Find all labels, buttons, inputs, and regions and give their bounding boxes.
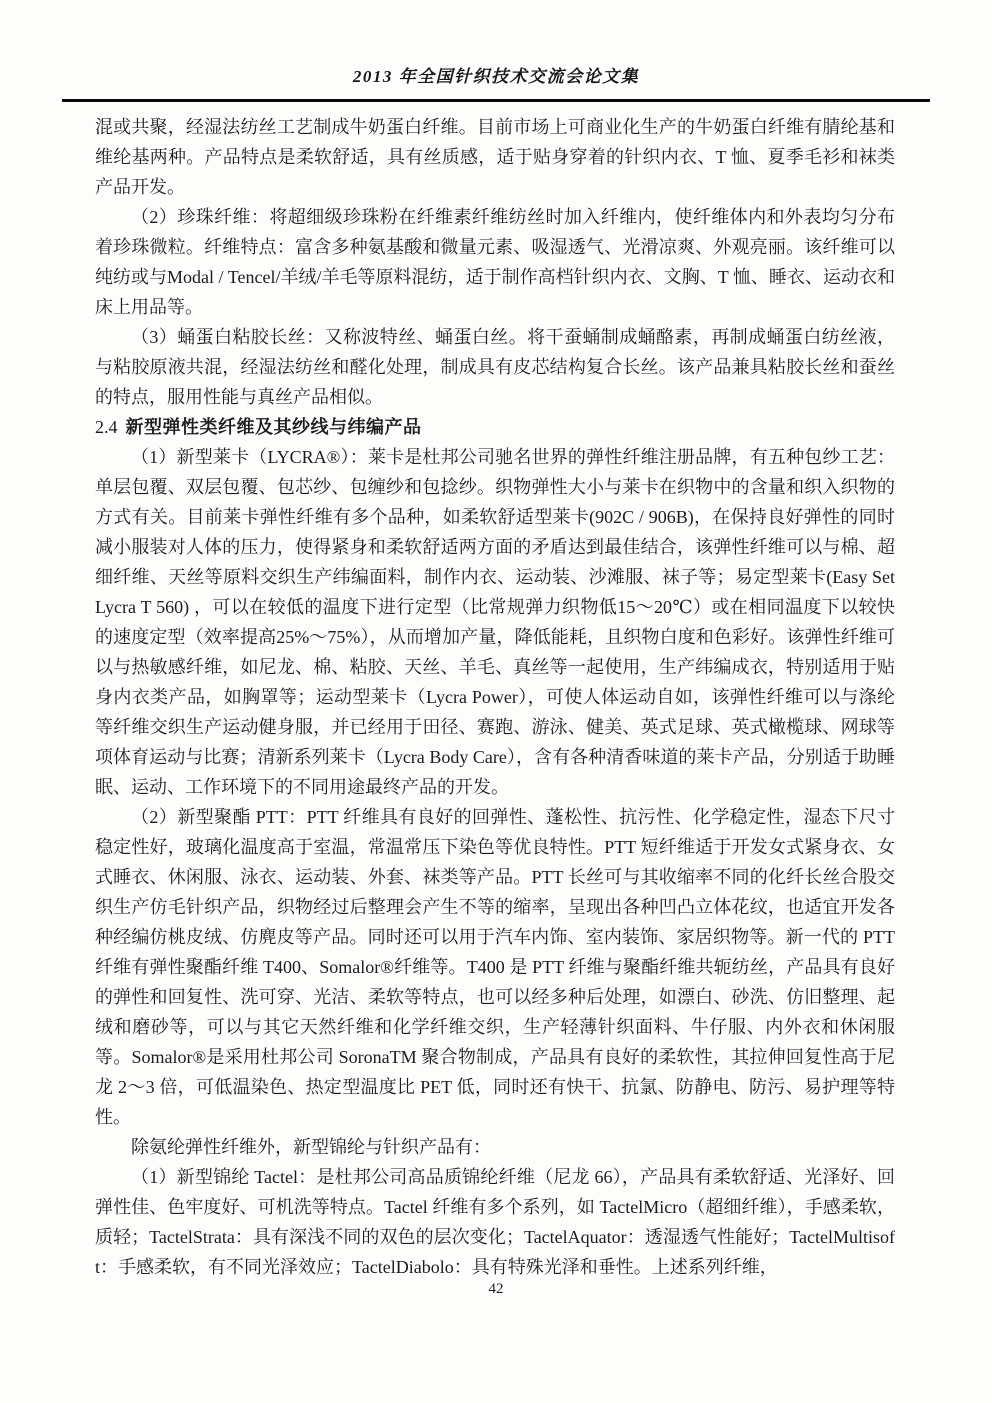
section-heading-title: 新型弹性类纤维及其纱线与纬编产品 [125,417,422,437]
document-body [95,112,895,1282]
page-number: 42 [488,1281,504,1297]
paragraph-new-nylon-tactel: （1）新型锦纶 Tactel：是杜邦公司高品质锦纶纤维（尼龙 66），产品具有柔软舒适、光泽好、回弹性佳、色牢度好、可机洗等特点。Tactel 纤维有多个系列，如 TactelMicro（超细纤维），手感柔软，质轻；TactelStrata：具有深浅不同的双色的层次变化；TactelAquator：透湿透气性能好；TactelMultisoft：手感柔软，有不同光泽效应；TactelDiabolo：具有特殊光泽和垂性。上述系列纤维， [95,1167,895,1277]
paragraph-new-lycra: （1）新型莱卡（LYCRA®）：莱卡是杜邦公司驰名世界的弹性纤维注册品牌，有五种包纱工艺：单层包覆、双层包覆、包芯纱、包缠纱和包捻纱。织物弹性大小与莱卡在织物中的含量和织入织物的方式有关。目前莱卡弹性纤维有多个品种，如柔软舒适型莱卡(902C / 906B)，在保持良好弹性的同时减小服装对人体的压力，使得紧身和柔软舒适两方面的矛盾达到最佳结合，该弹性纤维可以与棉、超细纤维、天丝等原料交织生产纬编面料，制作内衣、运动装、沙滩服、袜子等；易定型莱卡(Easy Set Lycra T 560) ，可以在较低的温度下进行定型（比常规弹力织物低15～20℃）或在相同温度下以较快的速度定型（效率提高25%～75%），从而增加产量，降低能耗，且织物白度和色彩好。该弹性纤维可以与热敏感纤维，如尼龙、棉、粘胶、天丝、羊毛、真丝等一起使用，生产纬编成衣，特别适用于贴身内衣类产品，如胸罩等；运动型莱卡（Lycra Power），可使人体运动自如，该弹性纤维可以与涤纶等纤维交织生产运动健身服，并已经用于田径、赛跑、游泳、健美、英式足球、英式橄榄球、网球等项体育运动与比赛；清新系列莱卡（Lycra Body Care），含有各种清香味道的莱卡产品，分别适于助睡眠、运动、工作环境下的不同用途最终产品的开发。 [95,447,895,797]
running-header-title: 2013 年全国针织技术交流会论文集 [352,67,640,86]
paragraph-spandex-intro: 除氨纶弹性纤维外，新型锦纶与针织产品有： [131,1137,491,1157]
paragraph-milk-protein-continuation: 混或共聚，经湿法纺丝工艺制成牛奶蛋白纤维。目前市场上可商业化生产的牛奶蛋白纤维有腈纶基和维纶基两种。产品特点是柔软舒适，具有丝质感，适于贴身穿着的针织内衣、T 恤、夏季毛衫和袜类产品开发。 [95,117,895,197]
header-rule [62,99,930,102]
paragraph-pupa-protein-viscose: （3）蛹蛋白粘胶长丝：又称波特丝、蛹蛋白丝。将干蚕蛹制成蛹酪素，再制成蛹蛋白纺丝液，与粘胶原液共混，经湿法纺丝和醛化处理，制成具有皮芯结构复合长丝。该产品兼具粘胶长丝和蚕丝的特点，服用性能与真丝产品相似。 [95,327,895,407]
paragraph-new-polyester-ptt: （2）新型聚酯 PTT：PTT 纤维具有良好的回弹性、蓬松性、抗污性、化学稳定性，湿态下尺寸稳定性好，玻璃化温度高于室温，常温常压下染色等优良特性。PTT 短纤维适于开发女式紧身衣、女式睡衣、休闲服、泳衣、运动装、外套、袜类等产品。PTT 长丝可与其收缩率不同的化纤长丝合股交织生产仿毛针织产品，织物经过后整理会产生不等的缩率，呈现出各种凹凸立体花纹，也适宜开发各种经编仿桃皮绒、仿麂皮等产品。同时还可以用于汽车内饰、室内装饰、家居织物等。新一代的 PTT 纤维有弹性聚酯纤维 T400、Somalor®纤维等。T400 是 PTT 纤维与聚酯纤维共轭纺丝，产品具有良好的弹性和回复性、洗可穿、光洁、柔软等特点，也可以经多种后处理，如漂白、砂洗、仿旧整理、起绒和磨砂等，可以与其它天然纤维和化学纤维交织，生产轻薄针织面料、牛仔服、内外衣和休闲服等。Somalor®是采用杜邦公司 SoronaTM 聚合物制成，产品具有良好的柔软性，其拉伸回复性高于尼龙 2～3 倍，可低温染色、热定型温度比 PET 低，同时还有快干、抗氯、防静电、防污、易护理等特性。 [95,807,895,1127]
paragraph-pearl-fiber: （2）珍珠纤维：将超细级珍珠粉在纤维素纤维纺丝时加入纤维内，使纤维体内和外表均匀分布着珍珠微粒。纤维特点：富含多种氨基酸和微量元素、吸湿透气、光滑凉爽、外观亮丽。该纤维可以纯纺或与Modal / Tencel/羊绒/羊毛等原料混纺，适于制作高档针织内衣、文胸、T 恤、睡衣、运动衣和床上用品等。 [95,207,895,317]
section-heading-2-4 [95,412,895,442]
section-heading-number: 2.4 [95,417,118,437]
